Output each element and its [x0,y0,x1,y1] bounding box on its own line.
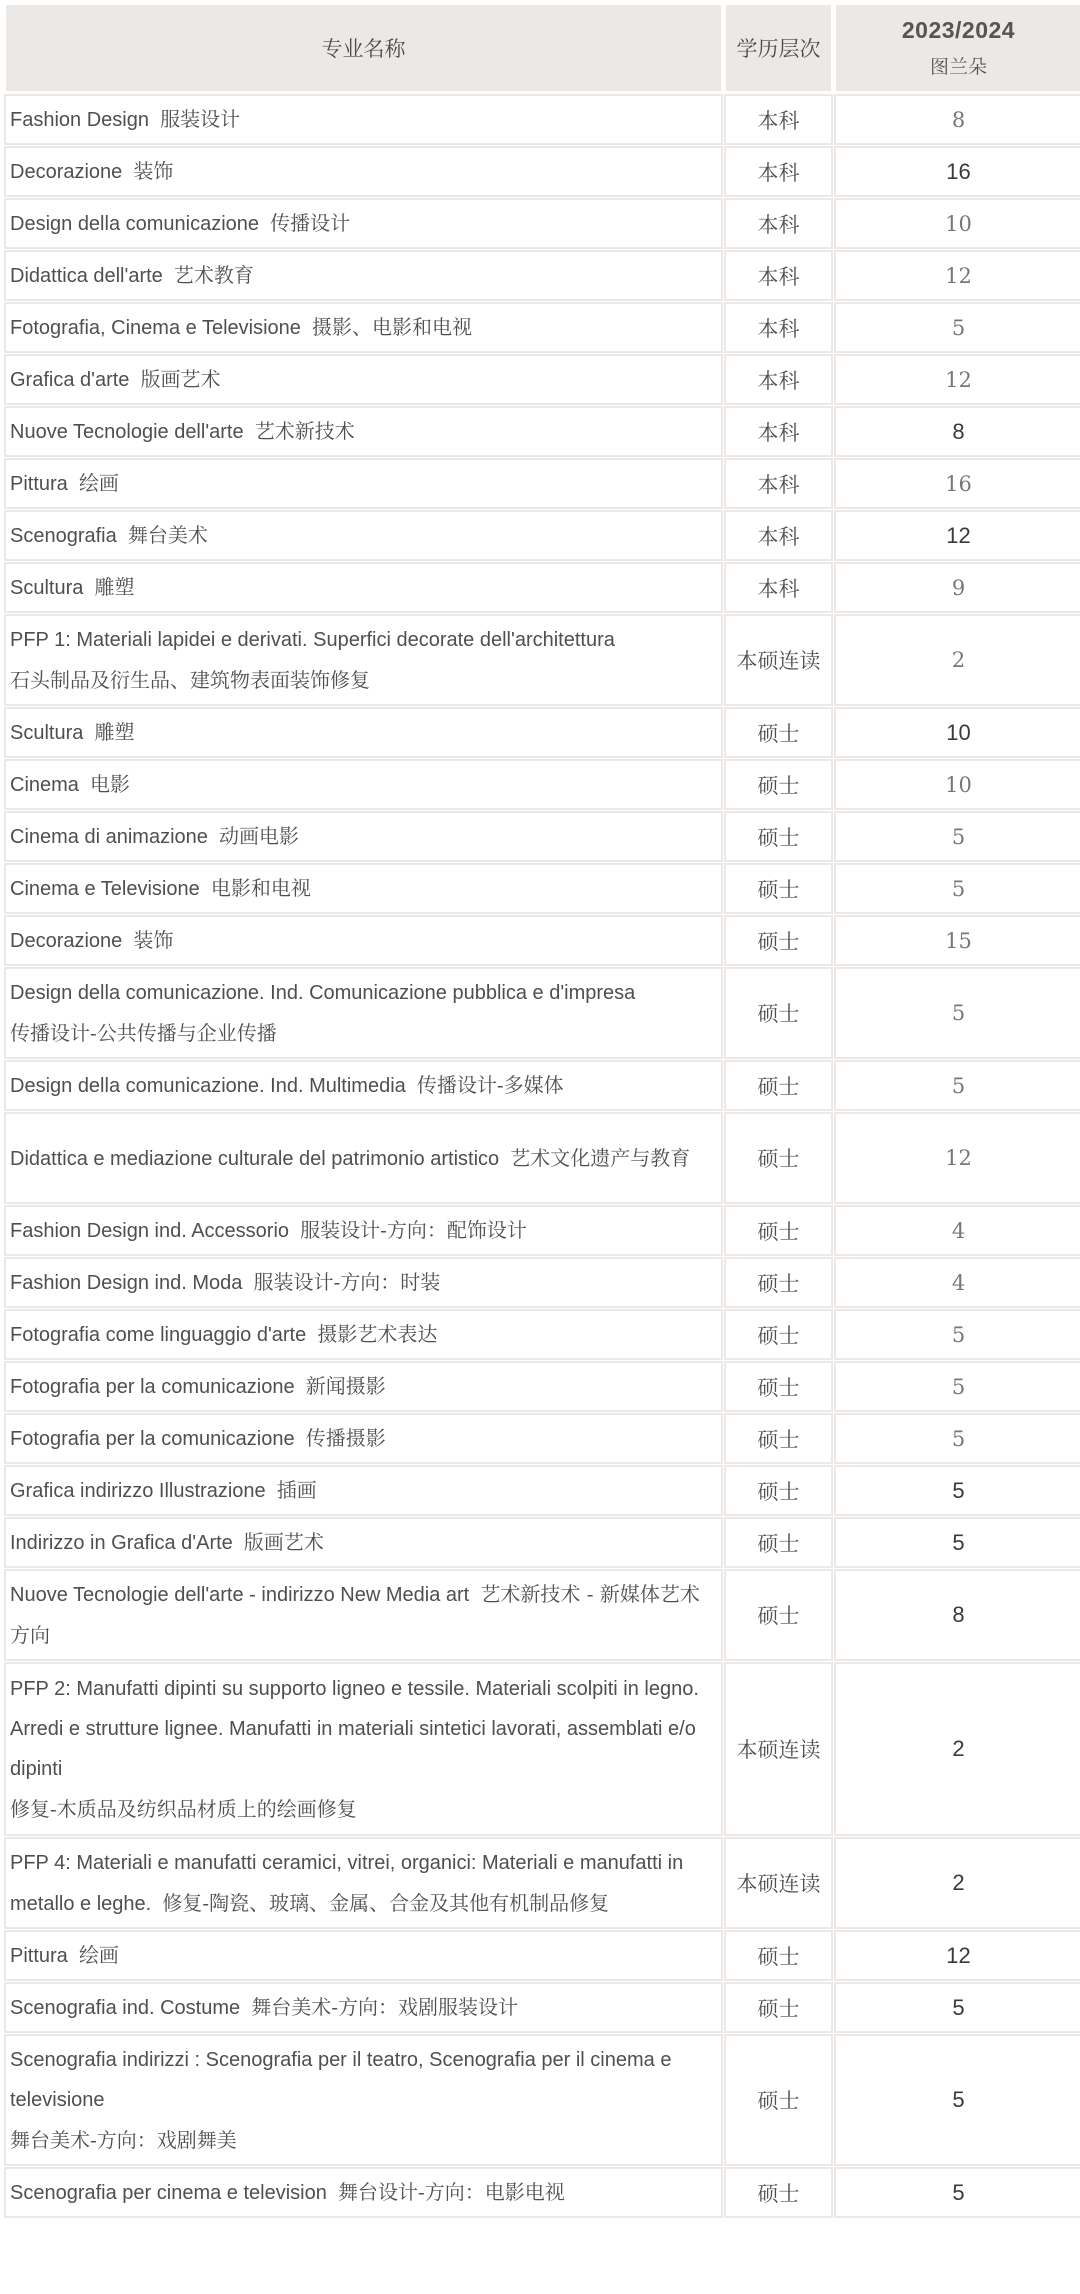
major-name-cell [6,564,721,611]
table-row [6,96,1080,143]
major-name-cell [6,1363,721,1410]
degree-level-cell: 本科 [726,304,831,351]
major-name-zh: 修复-木质品及纺织品材质上的绘画修复 [10,1797,357,1821]
major-name-en: PFP 2: Manufatti dipinti su supporto ligneo e tessile. Materiali scolpiti in legno. Arredi e strutture lignee. Manufatti in materiali sintetici lavorati, assemblati e/o dipinti [10,1678,699,1780]
major-name-cell [6,1207,721,1254]
major-name-cell [6,917,721,964]
degree-level-cell: 硕士 [726,813,831,860]
degree-level-cell: 硕士 [726,1519,831,1566]
quota-cell: 10 [836,200,1080,247]
quota-cell: 9 [836,564,1080,611]
header-year [836,5,1080,91]
table-row [6,761,1080,808]
table-row [6,356,1080,403]
degree-level-cell: 本科 [726,564,831,611]
major-name-zh: 雕塑 [94,720,135,744]
table-row [6,1207,1080,1254]
table-row [6,304,1080,351]
major-name-en: Scenografia ind. Costume [10,1997,241,2019]
table-row [6,1415,1080,1462]
major-name-cell [6,1467,721,1514]
major-name-cell [6,865,721,912]
table-row [6,1363,1080,1410]
degree-level-cell: 硕士 [726,2169,831,2216]
major-name-en: Indirizzo in Grafica d'Arte [10,1532,233,1554]
degree-level-cell: 硕士 [726,1062,831,1109]
table-row [6,969,1080,1057]
header-year-sub: 图兰朵 [929,57,987,78]
degree-level-cell: 硕士 [726,709,831,756]
table-row [6,460,1080,507]
major-name-zh: 传播设计-多媒体 [416,1073,564,1097]
quota-cell: 5 [836,969,1080,1057]
major-name-en: Design della comunicazione. Ind. Multimedia [10,1075,406,1097]
quota-cell: 2 [836,616,1080,704]
major-name-en: PFP 4: Materiali e manufatti ceramici, vitrei, organici: Materiali e manufatti in metallo e leghe. [10,1851,684,1915]
quota-cell: 4 [836,1207,1080,1254]
major-name-zh: 舞台美术-方向：戏剧舞美 [10,2128,237,2152]
major-name-zh: 服装设计 [160,107,241,131]
major-name-en: Fotografia come linguaggio d'arte [10,1324,307,1346]
major-name-zh: 装饰 [133,159,174,183]
degree-level-cell: 硕士 [726,1932,831,1979]
quota-cell: 16 [836,460,1080,507]
major-name-en: Scenografia [10,525,117,547]
degree-level-cell: 硕士 [726,1114,831,1202]
header-year-label: 2023/2024 [901,17,1016,43]
major-name-en: Fashion Design [10,109,149,131]
major-name-zh: 绘画 [78,1943,119,1967]
degree-level-cell: 硕士 [726,969,831,1057]
quota-cell: 10 [836,761,1080,808]
degree-level-cell: 本硕连读 [726,616,831,704]
degree-level-cell: 硕士 [726,761,831,808]
quota-cell: 4 [836,1259,1080,1306]
table-row [6,1571,1080,1659]
table-row [6,252,1080,299]
quota-cell: 5 [836,865,1080,912]
major-name-zh: 艺术新技术 - 新媒体艺术方向 [10,1582,700,1647]
major-name-zh: 电影 [90,772,131,796]
major-name-en: Pittura [10,1945,68,1967]
quota-cell: 5 [836,2036,1080,2164]
major-name-cell [6,1062,721,1109]
quota-cell: 8 [836,1571,1080,1659]
quota-cell: 5 [836,2169,1080,2216]
table-row [6,148,1080,195]
quota-cell: 5 [836,813,1080,860]
quota-cell: 5 [836,1415,1080,1462]
major-name-zh: 传播设计 [270,211,351,235]
major-name-en: PFP 1: Materiali lapidei e derivati. Superfici decorate dell'architettura [10,629,615,651]
major-name-zh: 装饰 [133,928,174,952]
major-name-en: Scenografia indirizzi : Scenografia per il teatro, Scenografia per il cinema e televisione [10,2049,672,2111]
quota-cell: 12 [836,252,1080,299]
degree-level-cell: 本硕连读 [726,1664,831,1834]
major-name-cell [6,1311,721,1358]
degree-level-cell: 硕士 [726,2036,831,2164]
major-name-zh: 服装设计-方向：配饰设计 [300,1218,527,1242]
quota-cell: 5 [836,1311,1080,1358]
major-name-zh: 雕塑 [94,575,135,599]
major-name-zh: 新闻摄影 [305,1374,386,1398]
major-name-zh: 传播设计-公共传播与企业传播 [10,1021,277,1045]
major-name-en: Pittura [10,473,68,495]
table-row [6,1311,1080,1358]
major-name-en: Fashion Design ind. Accessorio [10,1220,290,1242]
quota-cell: 8 [836,96,1080,143]
quota-cell: 12 [836,356,1080,403]
quota-cell: 8 [836,408,1080,455]
major-name-zh: 石头制品及衍生品、建筑物表面装饰修复 [10,668,370,692]
table-row [6,1062,1080,1109]
major-name-en: Cinema [10,774,79,796]
major-name-zh: 传播摄影 [305,1426,386,1450]
major-name-cell [6,709,721,756]
table-row [6,709,1080,756]
major-name-cell [6,969,721,1057]
major-name-cell [6,813,721,860]
major-name-en: Decorazione [10,161,123,183]
degree-level-cell: 硕士 [726,1467,831,1514]
quota-cell: 12 [836,1932,1080,1979]
major-name-en: Fashion Design ind. Moda [10,1272,243,1294]
table-row [6,616,1080,704]
major-name-zh: 电影和电视 [210,876,311,900]
major-name-en: Scultura [10,722,84,744]
degree-level-cell: 硕士 [726,1363,831,1410]
degree-level-cell: 硕士 [726,865,831,912]
table-row [6,200,1080,247]
major-name-zh: 艺术文化遗产与教育 [510,1145,691,1170]
quota-cell: 15 [836,917,1080,964]
quota-cell: 5 [836,1984,1080,2031]
major-name-cell [6,460,721,507]
degree-level-cell: 硕士 [726,1311,831,1358]
major-name-cell [6,1839,721,1927]
table-row [6,1519,1080,1566]
major-name-zh: 摄影、电影和电视 [312,315,473,339]
major-name-en: Didattica e mediazione culturale del patrimonio artistico [10,1147,500,1170]
major-name-en: Grafica d'arte [10,369,130,391]
major-name-cell [6,1932,721,1979]
major-name-zh: 舞台设计-方向：电影电视 [337,2180,565,2204]
quota-cell: 2 [836,1839,1080,1927]
degree-level-cell: 硕士 [726,917,831,964]
major-name-en: Nuove Tecnologie dell'arte [10,421,244,443]
major-name-en: Scultura [10,577,84,599]
quota-cell: 12 [836,1114,1080,1202]
table-row [6,512,1080,559]
major-name-en: Fotografia per la comunicazione [10,1376,295,1398]
table-row [6,865,1080,912]
header-major-name: 专业名称 [6,5,721,91]
table-row [6,2036,1080,2164]
major-name-cell [6,2036,721,2164]
quota-cell: 10 [836,709,1080,756]
major-name-cell [6,761,721,808]
quota-cell: 16 [836,148,1080,195]
major-name-cell [6,1259,721,1306]
degree-level-cell: 硕士 [726,1571,831,1659]
major-name-cell [6,512,721,559]
major-name-cell [6,408,721,455]
table-row [6,1259,1080,1306]
major-name-cell [6,1984,721,2031]
major-name-cell [6,356,721,403]
table-row [6,1664,1080,1834]
major-name-zh: 服装设计-方向：时装 [253,1270,441,1294]
major-name-cell [6,1664,721,1834]
header-row [6,5,1080,91]
quota-cell: 12 [836,512,1080,559]
table-row [6,917,1080,964]
major-name-zh: 插画 [276,1478,317,1502]
major-name-zh: 艺术教育 [173,263,254,287]
major-name-en: Cinema di animazione [10,826,208,848]
major-name-cell [6,252,721,299]
major-name-cell [6,1519,721,1566]
major-name-cell [6,200,721,247]
major-name-en: Scenografia per cinema e television [10,2182,327,2204]
major-name-cell [6,2169,721,2216]
degree-level-cell: 本科 [726,512,831,559]
degree-level-cell: 本科 [726,460,831,507]
major-name-en: Decorazione [10,930,123,952]
major-name-zh: 版画艺术 [243,1530,324,1554]
table-row [6,1839,1080,1927]
quota-cell: 2 [836,1664,1080,1834]
table-row [6,1114,1080,1202]
degree-level-cell: 硕士 [726,1259,831,1306]
table-row [6,1932,1080,1979]
table-row [6,1984,1080,2031]
degree-level-cell: 本科 [726,356,831,403]
degree-level-cell: 硕士 [726,1984,831,2031]
major-name-cell [6,616,721,704]
major-name-en: Fotografia, Cinema e Televisione [10,317,301,339]
major-name-zh: 版画艺术 [140,367,221,391]
degree-level-cell: 本科 [726,148,831,195]
quota-cell: 5 [836,1062,1080,1109]
major-name-en: Design della comunicazione. Ind. Comunicazione pubblica e d'impresa [10,982,636,1004]
major-name-zh: 艺术新技术 [254,419,355,443]
major-name-cell [6,1571,721,1659]
degree-level-cell: 硕士 [726,1207,831,1254]
table-row [6,564,1080,611]
major-name-cell [6,96,721,143]
table-row [6,813,1080,860]
quota-cell: 5 [836,1363,1080,1410]
degree-level-cell: 本科 [726,200,831,247]
major-name-zh: 舞台美术-方向：戏剧服装设计 [251,1995,519,2019]
major-name-cell [6,148,721,195]
table-row [6,408,1080,455]
degree-level-cell: 本科 [726,408,831,455]
degree-level-cell: 本硕连读 [726,1839,831,1927]
major-name-zh: 舞台美术 [127,523,208,547]
quota-cell: 5 [836,1519,1080,1566]
major-name-en: Didattica dell'arte [10,265,163,287]
major-name-en: Fotografia per la comunicazione [10,1428,295,1450]
major-name-en: Design della comunicazione [10,213,260,235]
major-name-zh: 动画电影 [219,824,300,848]
major-name-zh: 修复-陶瓷、玻璃、金属、合金及其他有机制品修复 [162,1890,610,1915]
quota-cell: 5 [836,1467,1080,1514]
table-row [6,2169,1080,2216]
degree-level-cell: 硕士 [726,1415,831,1462]
major-name-zh: 绘画 [78,471,119,495]
major-name-cell [6,1114,721,1202]
major-name-zh: 摄影艺术表达 [317,1322,438,1346]
table-row [6,1467,1080,1514]
majors-table [1,0,1080,2221]
major-name-en: Nuove Tecnologie dell'arte - indirizzo New Media art [10,1584,470,1606]
table-body [6,96,1080,2216]
major-name-en: Grafica indirizzo Illustrazione [10,1480,266,1502]
major-name-cell [6,304,721,351]
degree-level-cell: 本科 [726,252,831,299]
major-name-cell [6,1415,721,1462]
degree-level-cell: 本科 [726,96,831,143]
quota-cell: 5 [836,304,1080,351]
major-name-en: Cinema e Televisione [10,878,200,900]
header-degree-level: 学历层次 [726,5,831,91]
